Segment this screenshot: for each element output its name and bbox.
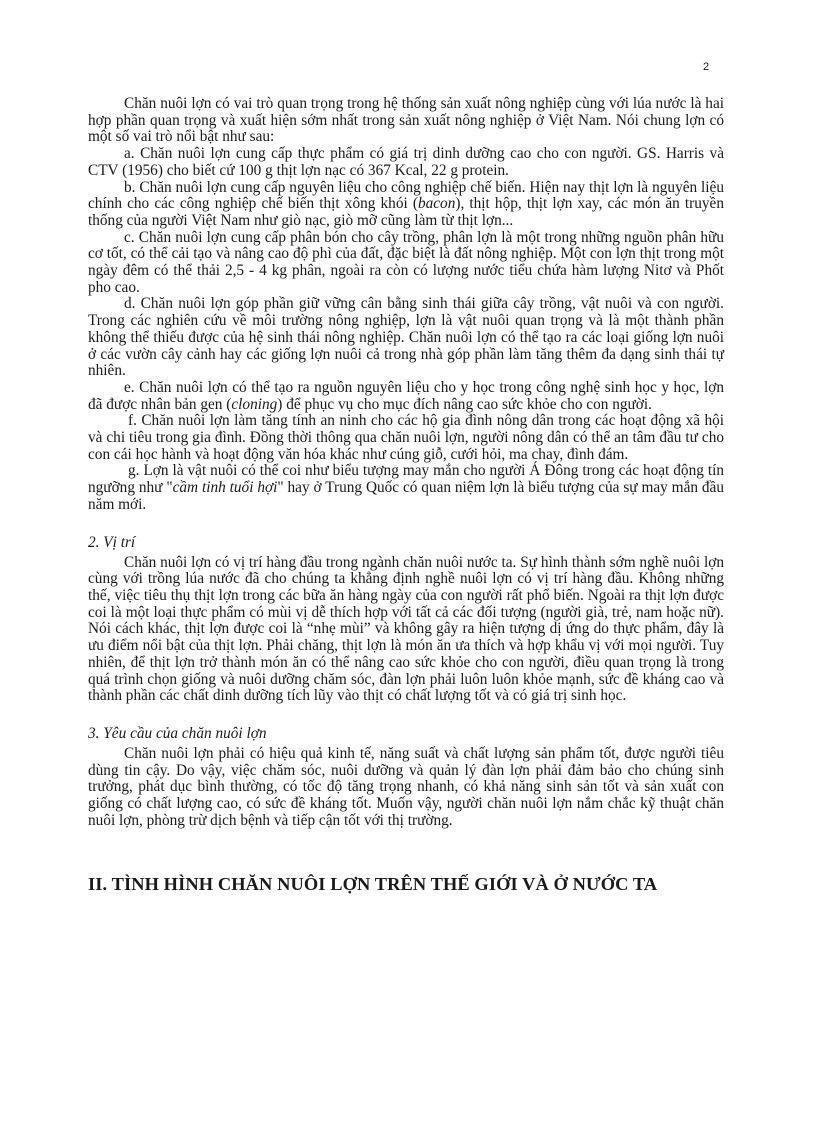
page-number: 2 xyxy=(703,61,710,73)
role-b-text-1: b. Chăn nuôi lợn cung cấp nguyên liệu cho công nghiệp chế biến. Hiện nay thịt lợn là nguyên liệu chính cho các công nghiệp chế biến thịt xông khói ( xyxy=(88,178,724,213)
zodiac-quote: cầm tinh tuổi hợi xyxy=(172,479,278,497)
role-g-text-1: g. Lợn là vật nuôi có thể coi như biểu tượng may mắn cho người Á Đông trong các hoạt động tín ngưỡng như " xyxy=(88,462,724,497)
role-g-text-2: " hay ở Trung Quốc có quan niệm lợn là biểu tượng của sự may mắn đầu năm mới. xyxy=(88,479,724,513)
role-e-paragraph xyxy=(88,380,724,413)
role-b-text-2: ), thịt hộp, thịt lợn xay, các món ăn truyền thống của người Việt Nam như giò nạc, giò mỡ cũng làm từ thịt lợn... xyxy=(88,195,725,229)
role-e-text-1: e. Chăn nuôi lợn có thể tạo ra nguồn nguyên liệu cho y học trong công nghệ sinh học y học, lợn đã được nhân bản gen ( xyxy=(88,378,724,413)
role-g-paragraph xyxy=(88,463,724,513)
document-body xyxy=(88,96,724,895)
section-2-paragraph: Chăn nuôi lợn có vị trí hàng đầu trong ngành chăn nuôi nước ta. Sự hình thành sớm nghề nuôi lợn cùng với trồng lúa nước đã cho chúng ta khẳng định nghề nuôi lợn có vị trí hàng đầu. Không những thế, việc tiêu thụ thịt lợn trong các bữa ăn hàng ngày của con người rất phổ biến. Ngoài ra thịt lợn được coi là một loại thực phẩm có mùi vị dễ thích hợp với tất cả các đối tượng (người già, trẻ, nam hoặc nữ). Nói cách khác, thịt lợn được coi là “nhẹ mùi” và không gây ra hiện tượng dị ứng do thực phẩm, đây là ưu điểm nổi bật của thịt lợn. Phải chăng, thịt lợn là món ăn ưa thích và hợp khẩu vị với mọi người. Tuy nhiên, để thịt lợn trở thành món ăn có thể nâng cao sức khỏe cho con người, điều quan trọng là trong quá trình chọn giống và nuôi dưỡng chăm sóc, đàn lợn phải luôn luôn khỏe mạnh, sức đề kháng cao và thành phần các chất dinh dưỡng tích lũy vào thịt có chất lượng tốt và có giá trị sinh học. xyxy=(88,553,724,705)
cloning-term: cloning xyxy=(231,395,278,413)
role-f-paragraph: f. Chăn nuôi lợn làm tăng tính an ninh cho các hộ gia đình nông dân trong các hoạt động xã hội và chi tiêu trong gia đình. Đồng thời thông qua chăn nuôi lợn, người nông dân có thể an tâm đầu tư cho con cái học hành và hoạt động văn hóa khác như cúng giỗ, cưới hỏi, ma chay, đình đám. xyxy=(88,412,724,463)
role-a-paragraph: a. Chăn nuôi lợn cung cấp thực phẩm có giá trị dinh dưỡng cao cho con người. GS. Harris và CTV (1956) cho biết cứ 100 g thịt lợn nạc có 367 Kcal, 22 g protein. xyxy=(88,145,724,179)
role-c-paragraph: c. Chăn nuôi lợn cung cấp phân bón cho cây trồng, phân lợn là một trong những nguồn phân hữu cơ tốt, có thể cải tạo và nâng cao độ phì của đất, đặc biệt là đất nông nghiệp. Một con lợn thịt trong một ngày đêm có thể thải 2,5 - 4 kg phân, ngoài ra còn có lượng nước tiểu chứa hàm lượng Nitơ và Phốt pho cao. xyxy=(88,228,724,296)
section-3-heading: 3. Yêu cầu của chăn nuôi lợn xyxy=(88,724,267,742)
intro-paragraph: Chăn nuôi lợn có vai trò quan trọng trong hệ thống sản xuất nông nghiệp cùng với lúa nước là hai hợp phần quan trọng và xuất hiện sớm nhất trong sản xuất nông nghiệp ở Việt Nam. Nói chung lợn có một số vai trò nổi bật như sau: xyxy=(88,95,724,146)
bacon-term: bacon xyxy=(417,195,456,213)
role-e-text-2: ) để phục vụ cho mục đích nâng cao sức khỏe cho con người. xyxy=(277,395,652,413)
role-b-paragraph xyxy=(88,180,724,230)
chapter-heading: II. TÌNH HÌNH CHĂN NUÔI LỢN TRÊN THẾ GIỚI VÀ Ở NƯỚC TA xyxy=(88,874,658,895)
section-2-heading: 2. Vị trí xyxy=(88,533,136,551)
section-3-paragraph: Chăn nuôi lợn phải có hiệu quả kinh tế, năng suất và chất lượng sản phẩm tốt, được người tiêu dùng tin cậy. Do vậy, việc chăm sóc, nuôi dưỡng và quản lý đàn lợn phải đảm bảo cho chúng sinh trưởng, phát dục bình thường, có tốc độ tăng trọng nhanh, có khả năng sinh sản tốt và sản xuất con giống có chất lượng cao, có sức đề kháng tốt. Muốn vậy, người chăn nuôi lợn nắm chắc kỹ thuật chăn nuôi lợn, phòng trừ dịch bệnh và tiếp cận tốt với thị trường. xyxy=(88,744,724,829)
role-d-paragraph: d. Chăn nuôi lợn góp phần giữ vững cân bằng sinh thái giữa cây trồng, vật nuôi và con người. Trong các nghiên cứu về môi trường nông nghiệp, lợn là vật nuôi quan trọng và là một thành phần không thể thiếu được của hệ sinh thái nông nghiệp. Chăn nuôi lợn có thể tạo ra các loại giống lợn nuôi ở các vườn cây cảnh hay các giống lợn nuôi cả trong nhà góp phần làm tăng thêm đa dạng sinh thái tự nhiên. xyxy=(88,295,724,380)
